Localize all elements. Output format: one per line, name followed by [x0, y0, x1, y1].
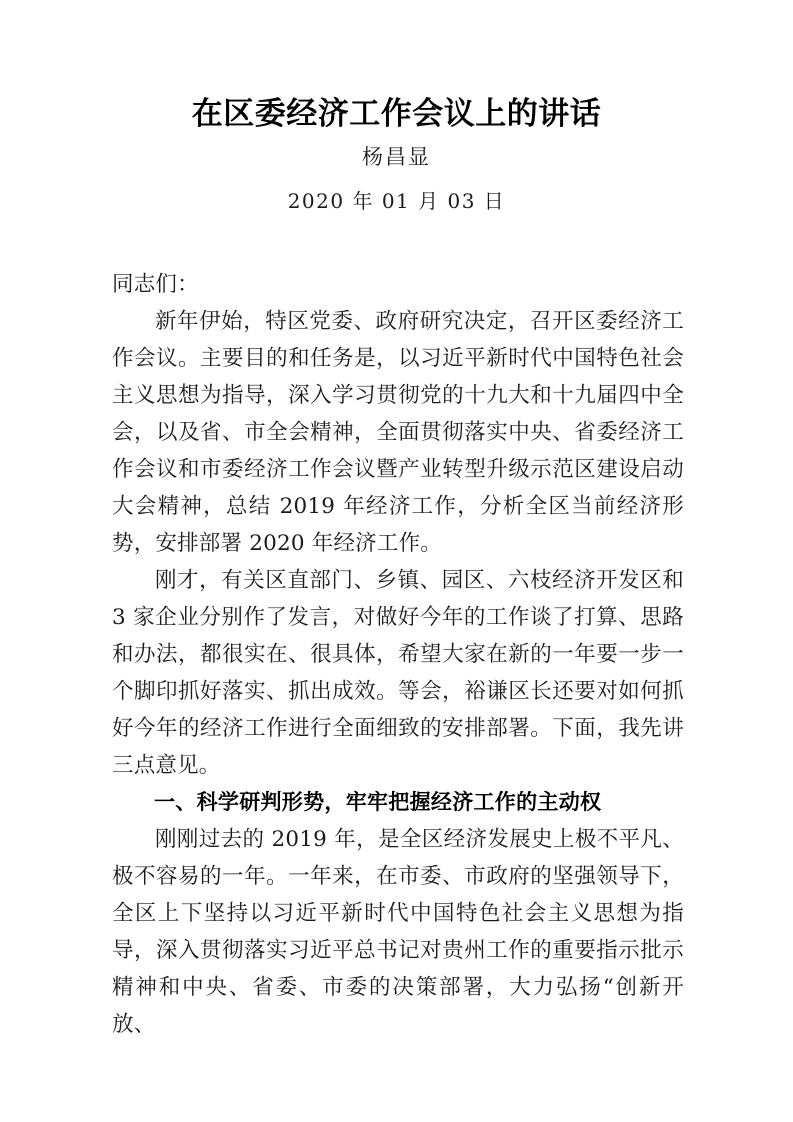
- section-heading: 一、科学研判形势，牢牢把握经济工作的主动权: [154, 790, 602, 814]
- body-paragraph: 刚刚过去的 2019 年，是全区经济发展史上极不平凡、极不容易的一年。一年来，在市委、市政府的坚强领导下，全区上下坚持以习近平新时代中国特色社会主义思想为指导，深入贯彻落实习近平总书记对贵州工作的重要指示批示精神和中央、省委、市委的决策部署，大力弘扬“创新开放、: [112, 827, 684, 1037]
- salutation: 同志们：: [112, 272, 199, 297]
- body-paragraph: 新年伊始，特区党委、政府研究决定，召开区委经济工作会议。主要目的和任务是，以习近平新时代中国特色社会主义思想为指导，深入学习贯彻党的十九大和十九届四中全会，以及省、市全会精神，全面贯彻落实中央、省委经济工作会议和市委经济工作会议暨产业转型升级示范区建设启动大会精神，总结 2019 年经济工作，分析全区当前经济形势，安排部署 2020 年经济工作。: [112, 309, 684, 556]
- page-title: 在区委经济工作会议上的讲话: [191, 96, 602, 132]
- body-paragraph: 刚才，有关区直部门、乡镇、园区、六枝经济开发区和 3 家企业分别作了发言，对做好今年的工作谈了打算、思路和办法，都很实在、很具体，希望大家在新的一年要一步一个脚印抓好落实、抓出成效。等会，裕谦区长还要对如何抓好今年的经济工作进行全面细致的安排部署。下面，我先讲三点意见。: [112, 568, 684, 778]
- document-body: [112, 266, 684, 1043]
- document-author: 杨昌显: [362, 145, 431, 169]
- document-date: 2020 年 01 月 03 日: [287, 189, 506, 213]
